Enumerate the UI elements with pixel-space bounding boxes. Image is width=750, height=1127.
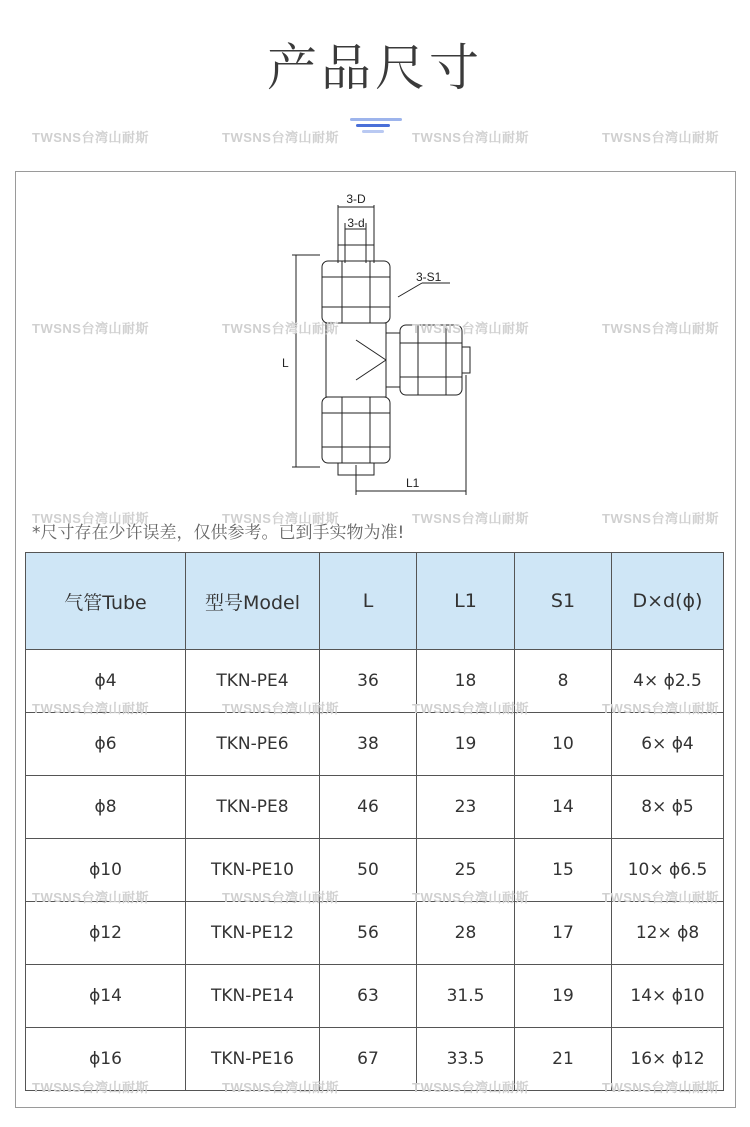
cell-Dxd: 10× ϕ6.5 — [612, 839, 724, 902]
cell-model: TKN-PE14 — [186, 965, 320, 1028]
label-3D: 3-D — [346, 192, 366, 206]
watermark: TWSNS台湾山耐斯 — [32, 511, 149, 526]
cell-S1: 17 — [515, 902, 612, 965]
cell-L1: 28 — [417, 902, 515, 965]
cell-Dxd: 6× ϕ4 — [612, 713, 724, 776]
cell-S1: 15 — [515, 839, 612, 902]
cell-S1: 19 — [515, 965, 612, 1028]
table-header-row — [26, 553, 724, 650]
cell-Dxd: 8× ϕ5 — [612, 776, 724, 839]
cell-model: TKN-PE4 — [186, 650, 320, 713]
table-row — [26, 965, 724, 1028]
cell-S1: 14 — [515, 776, 612, 839]
watermark: TWSNS台湾山耐斯 — [32, 321, 149, 336]
label-L: L — [282, 356, 289, 370]
watermark: TWSNS台湾山耐斯 — [32, 701, 149, 716]
watermark: TWSNS台湾山耐斯 — [222, 511, 339, 526]
cell-tube: ϕ4 — [26, 650, 186, 713]
cell-L1: 25 — [417, 839, 515, 902]
watermark: TWSNS台湾山耐斯 — [32, 1080, 149, 1095]
cell-tube: ϕ16 — [26, 1028, 186, 1091]
watermark: TWSNS台湾山耐斯 — [32, 130, 149, 145]
cell-L1: 23 — [417, 776, 515, 839]
header-L1: L1 — [417, 553, 515, 650]
cell-S1: 21 — [515, 1028, 612, 1091]
cell-tube: ϕ6 — [26, 713, 186, 776]
cell-L: 63 — [320, 965, 417, 1028]
cell-L: 46 — [320, 776, 417, 839]
cell-S1: 10 — [515, 713, 612, 776]
watermark: TWSNS台湾山耐斯 — [602, 701, 719, 716]
header-Dxd: D×d(ϕ) — [612, 553, 724, 650]
table-row — [26, 902, 724, 965]
cell-L: 38 — [320, 713, 417, 776]
dimension-table — [25, 552, 724, 1091]
watermark: TWSNS台湾山耐斯 — [222, 701, 339, 716]
cell-Dxd: 4× ϕ2.5 — [612, 650, 724, 713]
watermark: TWSNS台湾山耐斯 — [412, 701, 529, 716]
tee-fitting-drawing — [270, 185, 490, 500]
cell-model: TKN-PE6 — [186, 713, 320, 776]
cell-L: 67 — [320, 1028, 417, 1091]
cell-model: TKN-PE10 — [186, 839, 320, 902]
watermark: TWSNS台湾山耐斯 — [602, 890, 719, 905]
table-row — [26, 713, 724, 776]
watermark: TWSNS台湾山耐斯 — [222, 321, 339, 336]
watermark: TWSNS台湾山耐斯 — [222, 890, 339, 905]
header-tube: 气管Tube — [26, 553, 186, 650]
header-L: L — [320, 553, 417, 650]
cell-S1: 8 — [515, 650, 612, 713]
cell-Dxd: 14× ϕ10 — [612, 965, 724, 1028]
cell-L1: 18 — [417, 650, 515, 713]
watermark: TWSNS台湾山耐斯 — [412, 1080, 529, 1095]
tolerance-note: *尺寸存在少许误差，仅供参考。已到手实物为准! — [32, 523, 405, 543]
page-title: 产品尺寸 — [267, 39, 483, 97]
title-underline-decoration — [350, 118, 402, 134]
cell-L: 50 — [320, 839, 417, 902]
watermark: TWSNS台湾山耐斯 — [602, 130, 719, 145]
header-S1: S1 — [515, 553, 612, 650]
watermark: TWSNS台湾山耐斯 — [222, 1080, 339, 1095]
cell-Dxd: 12× ϕ8 — [612, 902, 724, 965]
cell-L1: 33.5 — [417, 1028, 515, 1091]
watermark: TWSNS台湾山耐斯 — [412, 511, 529, 526]
watermark: TWSNS台湾山耐斯 — [602, 321, 719, 336]
cell-L: 36 — [320, 650, 417, 713]
watermark: TWSNS台湾山耐斯 — [412, 321, 529, 336]
watermark: TWSNS台湾山耐斯 — [412, 890, 529, 905]
cell-model: TKN-PE8 — [186, 776, 320, 839]
label-L1: L1 — [406, 476, 420, 490]
label-3d: 3-d — [347, 216, 365, 230]
watermark: TWSNS台湾山耐斯 — [222, 130, 339, 145]
label-3S1: 3-S1 — [416, 270, 442, 284]
header-model: 型号Model — [186, 553, 320, 650]
cell-L: 56 — [320, 902, 417, 965]
watermark: TWSNS台湾山耐斯 — [412, 130, 529, 145]
cell-model: TKN-PE12 — [186, 902, 320, 965]
cell-tube: ϕ12 — [26, 902, 186, 965]
table-row — [26, 776, 724, 839]
cell-tube: ϕ14 — [26, 965, 186, 1028]
cell-L1: 31.5 — [417, 965, 515, 1028]
watermark: TWSNS台湾山耐斯 — [32, 890, 149, 905]
cell-tube: ϕ8 — [26, 776, 186, 839]
cell-L1: 19 — [417, 713, 515, 776]
cell-model: TKN-PE16 — [186, 1028, 320, 1091]
cell-Dxd: 16× ϕ12 — [612, 1028, 724, 1091]
cell-tube: ϕ10 — [26, 839, 186, 902]
watermark: TWSNS台湾山耐斯 — [602, 1080, 719, 1095]
watermark: TWSNS台湾山耐斯 — [602, 511, 719, 526]
